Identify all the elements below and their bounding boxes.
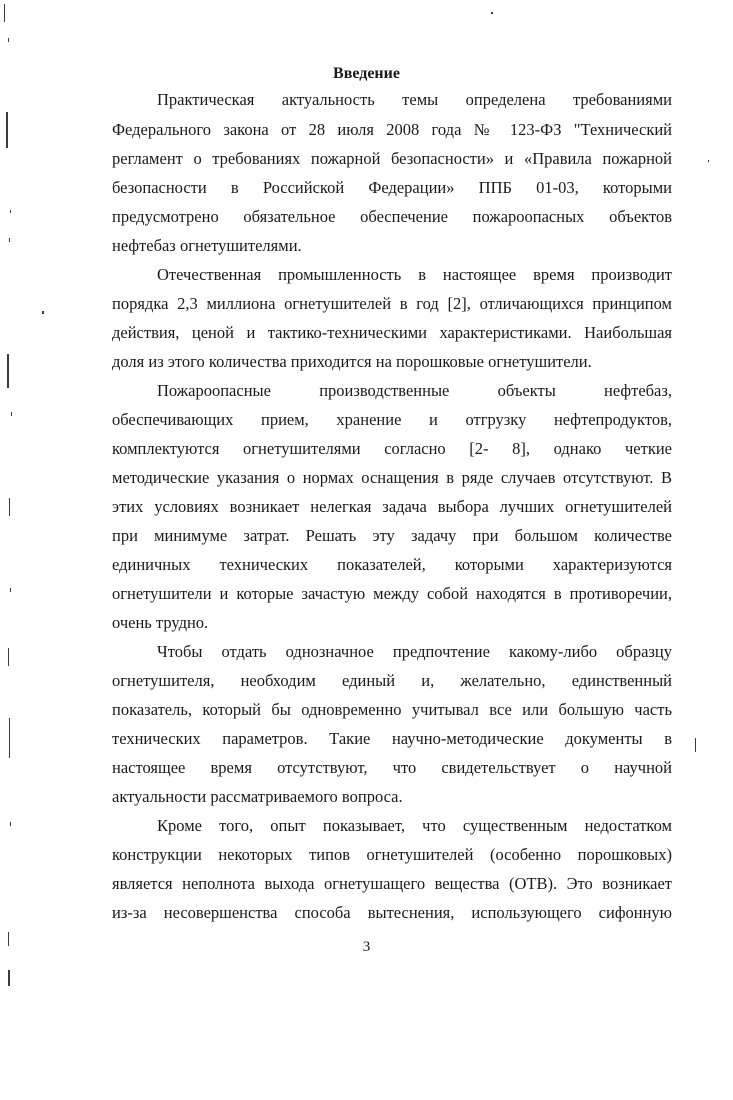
scan-mark: [8, 648, 9, 666]
text-line: Чтобы отдать однозначное предпочтение какому-либо образцу: [157, 642, 672, 661]
text-line: при минимуме затрат. Решать эту задачу при большом количестве: [112, 526, 672, 545]
text-line: показатель, который бы одновременно учитывал все или большую часть: [112, 700, 672, 719]
scan-mark: [6, 112, 8, 148]
scan-mark: [8, 38, 9, 42]
text-line: комплектуются огнетушителями согласно [2- 8], однако четкие: [112, 439, 672, 458]
scan-mark: [10, 822, 11, 826]
text-line: Федерального закона от 28 июля 2008 года № 123-ФЗ "Технический: [112, 120, 672, 139]
text-line: этих условиях возникает нелегкая задача выбора лучших огнетушителей: [112, 497, 672, 516]
text-line: безопасности в Российской Федерации» ППБ 01-03, которыми: [112, 178, 672, 197]
text-line: доля из этого количества приходится на порошковые огнетушители.: [112, 352, 592, 371]
scan-mark: [695, 738, 696, 752]
scan-mark: [10, 210, 11, 213]
text-line: огнетушители и которые зачастую между собой находятся в противоречии,: [112, 584, 672, 603]
scan-mark: [8, 970, 10, 986]
text-line: действия, ценой и тактико-техническими характеристиками. Наибольшая: [112, 323, 672, 342]
text-line: конструкции некоторых типов огнетушителей (особенно порошковых): [112, 845, 672, 864]
scan-mark: [4, 4, 5, 22]
scan-mark: [491, 12, 493, 14]
text-line: очень трудно.: [112, 613, 209, 632]
text-line: Пожароопасные производственные объекты нефтебаз,: [157, 381, 672, 400]
text-line: является неполнота выхода огнетушащего вещества (ОТВ). Это возникает: [112, 874, 672, 893]
text-line: нефтебаз огнетушителями.: [112, 236, 302, 255]
text-line: технических параметров. Такие научно-методические документы в: [112, 729, 672, 748]
text-line: порядка 2,3 миллиона огнетушителей в год [2], отличающихся принципом: [112, 294, 672, 313]
text-line: предусмотрено обязательное обеспечение пожароопасных объектов: [112, 207, 672, 226]
scan-mark: [8, 932, 9, 946]
scan-mark: [9, 498, 10, 516]
text-line: огнетушителя, необходим единый и, желательно, единственный: [112, 671, 672, 690]
scan-mark: [42, 311, 44, 314]
scan-mark: [11, 412, 12, 416]
text-line: Отечественная промышленность в настоящее время производит: [157, 265, 672, 284]
text-line: из-за несовершенства способа вытеснения, использующего сифонную: [112, 903, 672, 922]
text-line: актуальности рассматриваемого вопроса.: [112, 787, 403, 806]
text-line: Практическая актуальность темы определена требованиями: [157, 90, 672, 109]
text-line: Кроме того, опыт показывает, что существенным недостатком: [157, 816, 672, 835]
text-line: настоящее время отсутствуют, что свидетельствует о научной: [112, 758, 672, 777]
text-line: единичных технических показателей, которыми характеризуются: [112, 555, 672, 574]
text-line: методические указания о нормах оснащения в ряде случаев отсутствуют. В: [112, 468, 672, 487]
text-line: регламент о требованиях пожарной безопасности» и «Правила пожарной: [112, 149, 672, 168]
text-line: обеспечивающих прием, хранение и отгрузку нефтепродуктов,: [112, 410, 672, 429]
page-number: 3: [362, 939, 371, 955]
scan-mark: [10, 588, 11, 592]
scan-mark: [7, 354, 9, 388]
scan-mark: [9, 718, 10, 758]
page-heading: Введение: [333, 65, 400, 82]
scan-mark: [9, 238, 10, 242]
scan-mark: [708, 160, 709, 162]
